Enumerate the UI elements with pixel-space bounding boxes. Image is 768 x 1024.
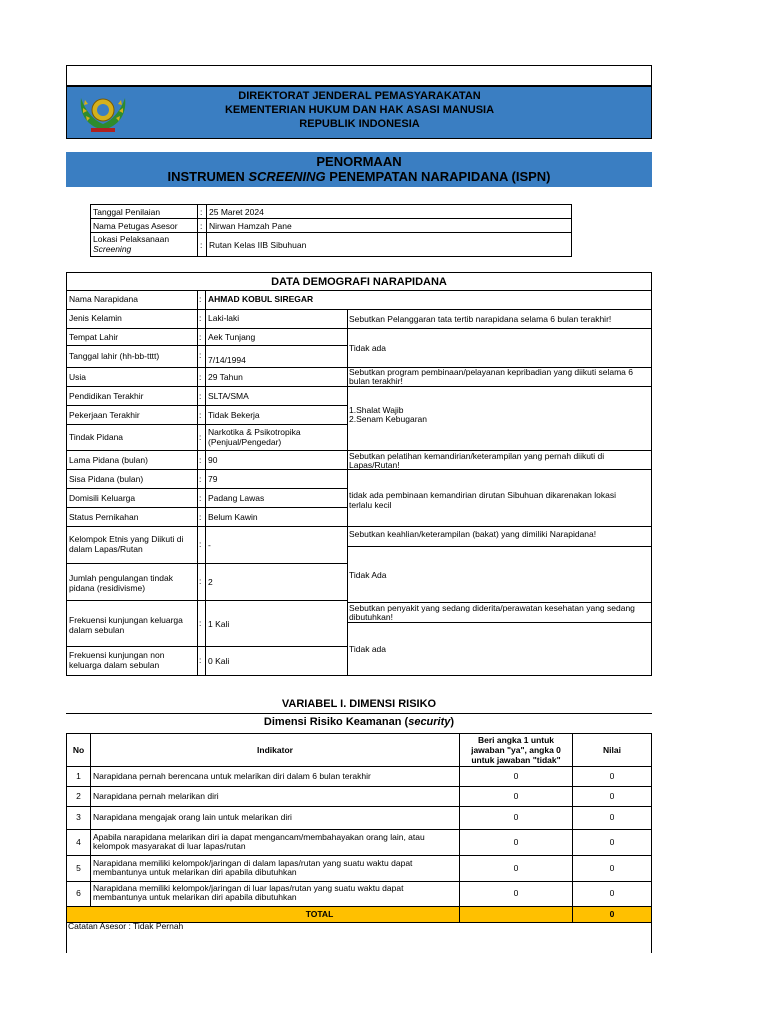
- demo-label-kunjungan: Frekuensi kunjungan keluarga: [69, 615, 183, 625]
- demo-label-etnis: Kelompok Etnis yang Diikuti di: [69, 534, 184, 544]
- demo-label-pendidikan: Pendidikan Terakhir: [69, 391, 144, 401]
- total-label: TOTAL: [305, 909, 334, 919]
- variabel-subtitle-suffix: ): [450, 716, 455, 728]
- col-header-nilai: Nilai: [603, 745, 621, 755]
- demo-value-nonkeluarga: 0 Kali: [208, 656, 230, 666]
- header-line3: REPUBLIK INDONESIA: [299, 118, 420, 130]
- row1-no: 1: [76, 771, 81, 781]
- row3-nilai: 0: [609, 812, 615, 822]
- row1-jawab: 0: [513, 771, 519, 781]
- demo-value-sisa: 79: [208, 474, 218, 484]
- catatan-text: Catatan Asesor : Tidak Pernah: [68, 921, 184, 931]
- row2-indikator: Narapidana pernah melarikan diri: [93, 791, 219, 801]
- title-line2-suffix: PENEMPATAN NARAPIDANA (ISPN): [325, 169, 551, 184]
- demo-q5a: Sebutkan penyakit yang sedang diderita/perawatan kesehatan yang sedang: [349, 603, 635, 613]
- demo-value-pekerjaan: Tidak Bekerja: [208, 410, 260, 420]
- variabel-subtitle-italic: security: [408, 716, 451, 728]
- row5-no: 5: [76, 863, 81, 873]
- demo-a3a: tidak ada pembinaan kemandirian dirutan Sibuhuan dikarenakan lokasi: [349, 490, 616, 500]
- row6-no: 6: [76, 888, 81, 898]
- indikator-table: [66, 733, 652, 923]
- row4-no: 4: [76, 837, 81, 847]
- demo-label-tindak: Tindak Pidana: [69, 432, 124, 442]
- assessment-label-asesor: Nama Petugas Asesor: [93, 221, 178, 231]
- row5-jawab: 0: [513, 863, 519, 873]
- demo-label-lama: Lama Pidana (bulan): [69, 455, 148, 465]
- demo-label-tgl: Tanggal lahir (hh-bb-tttt): [69, 351, 160, 361]
- demo-value-pendidikan: SLTA/SMA: [208, 391, 249, 401]
- title-line2-prefix: INSTRUMEN: [167, 169, 249, 184]
- demo-value-residivis: 2: [208, 577, 213, 587]
- demo-label-etnis2: dalam Lapas/Rutan: [69, 544, 143, 554]
- row2-no: 2: [76, 791, 81, 801]
- demo-a1: Tidak ada: [349, 343, 387, 353]
- demo-label-pekerjaan: Pekerjaan Terakhir: [69, 410, 140, 420]
- assessment-label-lokasi-italic: Screening: [93, 244, 132, 254]
- demo-label-tempat: Tempat Lahir: [69, 332, 119, 342]
- header-line2: KEMENTERIAN HUKUM DAN HAK ASASI MANUSIA: [224, 104, 495, 116]
- row2-jawab: 0: [513, 791, 519, 801]
- assessment-value-lokasi: Rutan Kelas IIB Sibuhuan: [209, 240, 307, 250]
- demo-value-tindak: Narkotika & Psikotropika: [208, 427, 301, 437]
- demo-value-usia: 29 Tahun: [208, 372, 243, 382]
- row4-indikator: Apabila narapidana melarikan diri ia dapat mengancam/membahayakan orang lain, atau: [93, 832, 425, 842]
- row3-no: 3: [76, 812, 81, 822]
- assessment-table: Tanggal Penilaian : 25 Maret 2024 Nama Petugas Asesor : Nirwan Hamzah Pane Lokasi Pelaksanaan Screening : Rutan Kelas IIB Sibuhuan: [90, 204, 572, 257]
- demo-label-domisili: Domisili Keluarga: [69, 493, 136, 503]
- assessment-value-date: 25 Maret 2024: [209, 207, 264, 217]
- row5-nilai: 0: [609, 863, 615, 873]
- total-value: 0: [609, 909, 615, 919]
- assessment-label-lokasi: Lokasi Pelaksanaan: [93, 234, 170, 244]
- row1-nilai: 0: [609, 771, 615, 781]
- demo-value-tempat: Aek Tunjang: [208, 332, 256, 342]
- title-line2: [66, 169, 652, 184]
- demo-value-tgl: 7/14/1994: [208, 355, 246, 365]
- demo-value-domisili: Padang Lawas: [208, 493, 265, 503]
- row6-indikator2: membantunya untuk melarikan diri apabila dibutuhkan: [93, 892, 297, 902]
- demo-q2a: Sebutkan program pembinaan/pelayanan kepribadian yang diikuti selama 6: [349, 367, 633, 377]
- demo-label-kunjungan2: dalam sebulan: [69, 625, 125, 635]
- top-empty-box: [66, 65, 652, 86]
- col-header-no: No: [72, 745, 85, 755]
- total-row: [67, 907, 651, 922]
- demo-q3a: Sebutkan pelatihan kemandirian/keterampilan yang pernah diikuti di: [349, 451, 605, 461]
- demo-label-residivis: Jumlah pengulangan tindak: [69, 573, 173, 583]
- row4-jawab: 0: [513, 837, 519, 847]
- demografi-table: DATA DEMOGRAFI NARAPIDANA Nama Narapidana : AHMAD KOBUL SIREGAR Jenis Kelamin : Laki-laki Tempat Lahir : Aek Tunjang Tanggal lahir (hh-bb-tttt) : 7/14/1994 Usia : 29 Tahun Pendidikan Terakhir : SLTA/SMA Pekerjaan Terakhir : Tidak Bekerja Tindak Pidana : Narkotika & Psikotropika (Penjual/Pengedar) Lama Pidana (bulan) : 90 Sisa Pidana (bulan) : 79 Domisili Keluarga : Padang Lawas Status Pernikahan : Belum Kawin Kelompok Etnis yang Diikuti di dalam Lapas/Rutan : - Jumlah pengulangan tindak pidana (residivisme) : 2 Frekuensi kunjungan keluarga dalam sebulan : 1 Kali Frekuensi kunjungan non keluarga dalam sebulan : 0 Kali Sebutkan Pelanggaran tata tertib narapidana selama 6 bulan terakhir! Tidak ada Sebutkan program pembinaan/pelayanan kepribadian yang diikuti selama 6 bulan terakhir! 1.Shalat Wajib 2.Senam Kebugaran Sebutkan pelatihan kemandirian/keterampilan yang pernah diikuti di Lapas/Rutan! tidak ada pembinaan kemandirian dirutan Sibuhuan dikarenakan lokasi terlalu kecil Sebutkan keahlian/keterampilan (bakat) yang dimiliki Narapidana! Tidak Ada Sebutkan penyakit yang sedang diderita/perawatan kesehatan yang sedang dibutuhkan! Tidak ada: [66, 272, 652, 676]
- demo-value-nama: AHMAD KOBUL SIREGAR: [208, 294, 314, 304]
- demo-a2a: 1.Shalat Wajib: [349, 405, 404, 415]
- demo-q5b: dibutuhkan!: [349, 612, 393, 622]
- demo-label-sisa: Sisa Pidana (bulan): [69, 474, 144, 484]
- variabel-subtitle: [66, 716, 652, 729]
- row3-jawab: 0: [513, 812, 519, 822]
- col-header-beri2: jawaban "ya", angka 0: [471, 745, 561, 755]
- demo-q2b: bulan terakhir!: [349, 376, 403, 386]
- demo-q3b: Lapas/Rutan!: [349, 460, 400, 470]
- demo-value-etnis: -: [208, 540, 211, 550]
- col-header-indikator: Indikator: [257, 745, 293, 755]
- variabel-subtitle-prefix: Dimensi Risiko Keamanan (: [263, 716, 409, 728]
- col-header-beri3: untuk jawaban "tidak": [471, 755, 561, 765]
- demo-label-nonkeluarga2: keluarga dalam sebulan: [69, 660, 160, 670]
- demo-value-kunjungan: 1 Kali: [208, 619, 230, 629]
- demo-label-usia: Usia: [69, 372, 87, 382]
- title-line1: PENORMAAN: [316, 154, 402, 169]
- row4-indikator2: kelompok masyarakat di luar lapas/rutan: [93, 841, 246, 851]
- demo-label-status: Status Pernikahan: [69, 512, 139, 522]
- title-line2-italic: SCREENING: [248, 169, 326, 184]
- row5-indikator: Narapidana memiliki kelompok/jaringan di dalam lapas/rutan yang suatu waktu dapat: [93, 858, 413, 868]
- demo-a4: Tidak Ada: [349, 570, 387, 580]
- demografi-title: DATA DEMOGRAFI NARAPIDANA: [271, 276, 447, 288]
- demo-q4: Sebutkan keahlian/keterampilan (bakat) yang dimiliki Narapidana!: [349, 529, 597, 539]
- demo-a3b: terlalu kecil: [349, 500, 392, 510]
- col-header-beri1: Beri angka 1 untuk: [477, 735, 555, 745]
- row6-nilai: 0: [609, 888, 615, 898]
- demo-label-jk: Jenis Kelamin: [69, 313, 122, 323]
- header-line1: DIREKTORAT JENDERAL PEMASYARAKATAN: [238, 90, 481, 102]
- demo-value-jk: Laki-laki: [208, 313, 240, 323]
- row5-indikator2: membantunya untuk melarikan diri apabila dibutuhkan: [93, 867, 297, 877]
- demo-value-tindak2: (Penjual/Pengedar): [208, 437, 282, 447]
- demo-label-nonkeluarga: Frekuensi kunjungan non: [69, 650, 165, 660]
- row3-indikator: Narapidana mengajak orang lain untuk melarikan diri: [93, 812, 292, 822]
- demo-q1: Sebutkan Pelanggaran tata tertib narapidana selama 6 bulan terakhir!: [349, 314, 612, 324]
- demo-value-lama: 90: [208, 455, 218, 465]
- variabel-title: VARIABEL I. DIMENSI RISIKO: [281, 698, 437, 710]
- assessment-label-date: Tanggal Penilaian: [93, 207, 161, 217]
- ministry-emblem-icon: [73, 90, 133, 135]
- row2-nilai: 0: [609, 791, 615, 801]
- catatan-box: [66, 923, 652, 953]
- row4-nilai: 0: [609, 837, 615, 847]
- row6-jawab: 0: [513, 888, 519, 898]
- assessment-value-asesor: Nirwan Hamzah Pane: [209, 221, 292, 231]
- demo-a2b: 2.Senam Kebugaran: [349, 414, 427, 424]
- demo-value-status: Belum Kawin: [208, 512, 258, 522]
- demo-label-residivis2: pidana (residivisme): [69, 583, 146, 593]
- demo-a5: Tidak ada: [349, 644, 387, 654]
- demo-label-nama: Nama Narapidana: [69, 294, 138, 304]
- row1-indikator: Narapidana pernah berencana untuk melarikan diri dalam 6 bulan terakhir: [93, 771, 371, 781]
- row6-indikator: Narapidana memiliki kelompok/jaringan di luar lapas/rutan yang suatu waktu dapat: [93, 883, 404, 893]
- header-banner: [66, 86, 652, 139]
- title-banner: [66, 152, 652, 187]
